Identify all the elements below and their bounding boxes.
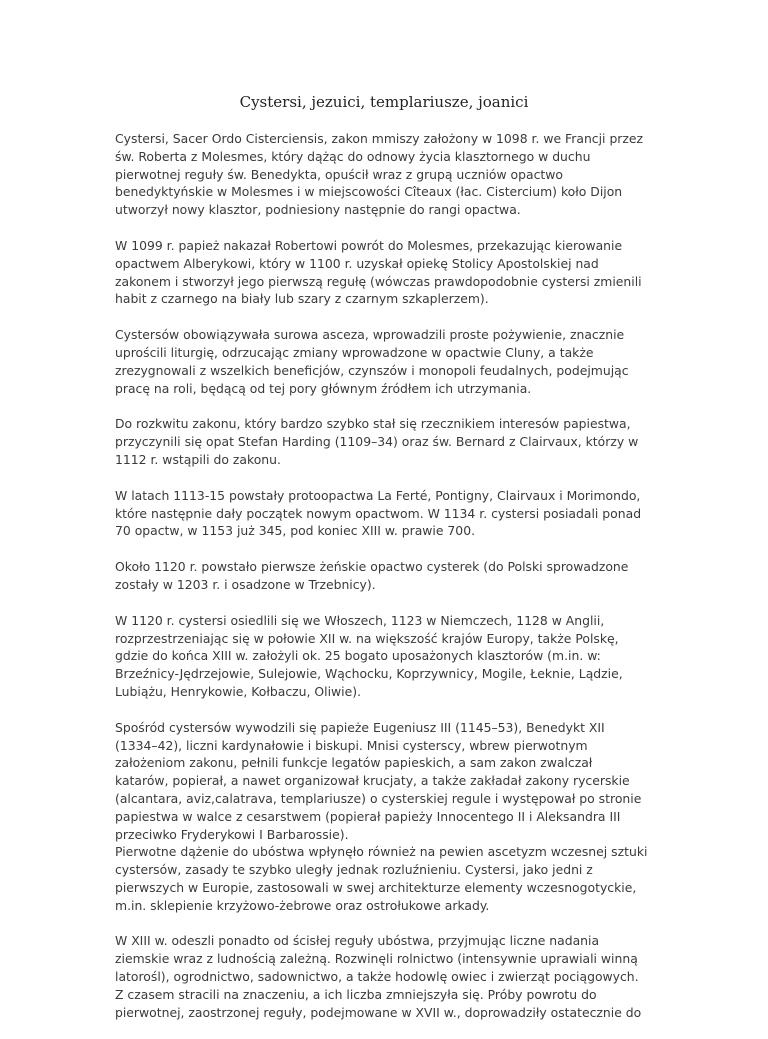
paragraph (115, 843, 660, 914)
text-line: św. Roberta z Molesmes, który dążąc do odnowy życia klasztornego w duchu (115, 148, 591, 164)
text-line: rozprzestrzeniając się w połowie XII w. na większość krajów Europy, także Polskę, (115, 630, 619, 646)
text-line: m.in. sklepienie krzyżowo-żebrowe oraz ostrołukowe arkady. (115, 897, 490, 913)
paragraph (115, 130, 660, 219)
document-title: Cystersi, jezuici, templariusze, joanici (239, 93, 529, 111)
text-line: pierwotnej, zaostrzonej reguły, podejmowane w XVII w., doprowadziły ostatecznie do (115, 1004, 642, 1020)
text-line: opactwem Alberykowi, który w 1100 r. uzyskał opiekę Stolicy Apostolskiej nad (115, 255, 599, 271)
paragraph (115, 415, 660, 468)
text-line: pierwotnej reguły św. Benedykta, opuścił wraz z grupą uczniów opactwo (115, 166, 563, 182)
text-line: które następnie dały początek nowym opactwom. W 1134 r. cystersi posiadali ponad (115, 505, 642, 521)
text-line: Z czasem stracili na znaczeniu, a ich liczba zmniejszyła się. Próby powrotu do (115, 986, 597, 1002)
paragraph (115, 612, 660, 701)
text-line: katarów, popierał, a nawet organizował krucjaty, a także zakładał zakony rycerskie (115, 773, 630, 789)
text-line: cystersów, zasady te szybko uległy jednak rozluźnieniu. Cystersi, jako jedni z (115, 862, 593, 878)
text-line: Cystersów obowiązywała surowa asceza, wprowadzili proste pożywienie, znacznie (115, 327, 625, 343)
text-line: W latach 1113-15 powstały protoopactwa La Ferté, Pontigny, Clairvaux i Morimondo, (115, 487, 641, 503)
paragraph (115, 237, 660, 308)
text-line: (alcantara, aviz,calatrava, templariusze) o cysterskiej regule i występował po stronie (115, 790, 642, 806)
text-line: zakonem i stworzył jego pierwszą regułę (wówczas prawdopodobnie cystersi zmienili (115, 273, 642, 289)
text-line: (1334–42), liczni kardynałowie i biskupi. Mnisi cysterscy, wbrew pierwotnym (115, 737, 588, 753)
text-line: ziemskie wraz z ludnością zależną. Rozwinęli rolnictwo (intensywnie uprawiali winną (115, 951, 638, 967)
paragraph (115, 326, 660, 397)
text-line: benedyktyńskie w Molesmes i w miejscowości Cîteaux (łac. Cistercium) koło Dijon (115, 184, 623, 200)
text-line: Spośród cystersów wywodzili się papieże Eugeniusz III (1145–53), Benedykt XII (115, 719, 605, 735)
text-line: W 1099 r. papież nakazał Robertowi powrót do Molesmes, przekazując kierowanie (115, 237, 623, 253)
text-line: przeciwko Fryderykowi I Barbarossie). (115, 826, 349, 842)
text-line: zostały w 1203 r. i osadzone w Trzebnicy). (115, 576, 376, 592)
text-line: pierwszych w Europie, zastosowali w swej architekturze elementy wczesnogotyckie, (115, 879, 637, 895)
paragraph (115, 932, 660, 1021)
text-line: Cystersi, Sacer Ordo Cisterciensis, zakon mmiszy założony w 1098 r. we Francji przez (115, 131, 644, 146)
text-line: pracę na roli, będącą od tej pory głównym źródłem ich utrzymania. (115, 380, 532, 396)
paragraph (115, 487, 660, 540)
text-line: latorośl), ogrodnictwo, sadownictwo, a także hodowlę owiec i zwierząt pociągowych. (115, 969, 639, 985)
text-line: utworzył nowy klasztor, podniesiony następnie do rangi opactwa. (115, 202, 521, 218)
text-line: 1112 r. wstąpili do zakonu. (115, 451, 281, 467)
text-line: Do rozkwitu zakonu, który bardzo szybko stał się rzecznikiem interesów papiestwa, (115, 416, 631, 432)
text-line: założeniom zakonu, pełnili funkcje legatów papieskich, a sam zakon zwalczał (115, 755, 593, 771)
text-line: przyczynili się opat Stefan Harding (1109–34) oraz św. Bernard z Clairvaux, którzy w (115, 434, 639, 450)
text-line: Lubiążu, Henrykowie, Kołbaczu, Oliwie). (115, 683, 362, 699)
text-line: W 1120 r. cystersi osiedlili się we Włoszech, 1123 w Niemczech, 1128 w Anglii, (115, 612, 605, 628)
text-line: Pierwotne dążenie do ubóstwa wpłynęło również na pewien ascetyzm wczesnej sztuki (115, 844, 648, 860)
text-line: gdzie do końca XIII w. założyli ok. 25 bogato uposażonych klasztorów (m.in. w: (115, 648, 601, 664)
text-line: habit z czarnego na biały lub szary z czarnym szkaplerzem). (115, 291, 489, 307)
document-body (115, 130, 660, 1039)
text-line: Brzeźnicy-Jędrzejowie, Sulejowie, Wąchocku, Koprzywnicy, Mogile, Łeknie, Lądzie, (115, 666, 623, 682)
text-line: papiestwa w walce z cesarstwem (popierał papieży Innocentego II i Aleksandra III (115, 808, 621, 824)
text-line: Około 1120 r. powstało pierwsze żeńskie opactwo cysterek (do Polski sprowadzone (115, 559, 629, 575)
text-line: uprościli liturgię, odrzucając zmiany wprowadzone w opactwie Cluny, a także (115, 344, 594, 360)
paragraph (115, 558, 660, 594)
text-line: zrezygnowali z wszelkich beneficjów, czynszów i monopoli feudalnych, podejmując (115, 362, 629, 378)
text-line: W XIII w. odeszli ponadto od ścisłej reguły ubóstwa, przyjmując liczne nadania (115, 933, 600, 949)
text-line: 70 opactw, w 1153 już 345, pod koniec XIII w. prawie 700. (115, 523, 476, 539)
paragraph (115, 719, 660, 844)
